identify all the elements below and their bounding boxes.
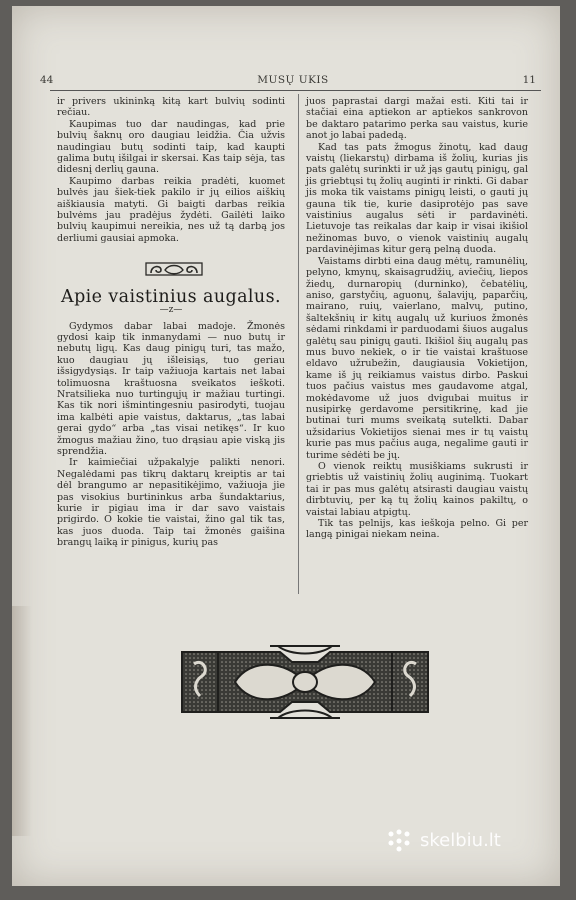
page-number-right: 11 [522,74,536,86]
running-header [40,74,546,88]
article-paragraph-7: Tik tas pelnijs, kas ieškoja pelno. Gi per langą pinigai niekam neina. [306,518,528,541]
article-paragraph-5: Vaistams dirbti eina daug mėtų, ramunėlių, pelyno, kmynų, skaisagrudžių, aviečių, liepos žiedų, durnaropių (durninko), čebatėlių, aniso, garstyčių, aguonų, šalavijų, paparčių, mairano, ruių, vaierlano, malvų, putino, šaltekšnių ir kitų augalų už kuriuos žmonės sėdami rinkdami ir parduodami šiuos augalus galėtų sau pinigų gauti. Ikišiol šių augalų pas mus buvo nekiek, o ir tie vaistai kraštuose eldavo užrubežin, daugiausia Vokietijon, kame iš jų reikiamus vaistus dirbo. Paskui tuos pačius vaistus mes gaudavome atgal, mokėdavome už juos dvigubai muitus ir nusipirkę gerdavome persitikrinę, kad jie butinai turi mums sveikatą sutelkti. Dabar užsidarius Vokietijos sienai mes ir tų vaistų kurie pas mus pačius auga, negalime gauti ir turime sėdėti be jų. [306,255,528,461]
article-paragraph-1: Gydymos dabar labai madoje. Žmonės gydosi kaip tik inmanydami — nuo butų ir nebutų ligų. Kas daug pinigų turi, tas mažo, kuo daugiau jų išleisiąs, tuo geriau išsigydysiąs. Ir taip važiuoja kartais net labai tolimuosna kraštuosna sveikatos ieškoti. Nratsilieka nuo turtingųjų ir mažiau turtingi. Kas tik nori išmintingesniu pasirodyti, tuojau ima kalbėti apie vaistus, daktarus, „tas labai gerai gydo“ arba „tas visai netikęs“. Ir kuo žmogus mažiau žino, tuo drąsiau apie viską jis sprendžia. [57,320,285,457]
article-paragraph-2: Ir kaimiečiai užpakalyje palikti nenori. Negalėdami pas tikrų daktarų kreiptis ar tai dėl brangumo ar nepasitikėjimo, važiuoja jie pas visokius burtininkus arba šundaktarius, kurie ir pigiau ima ir dar savo vaistais prigirdo. O kokie tie vaistai, žino gal tik tas, kas juos duoda. Taip tai žmonės gaišina brangų laiką ir pinigus, kurių pas [57,457,285,549]
page-number-left: 44 [40,74,54,86]
article-paragraph-3: juos paprastai dargi mažai esti. Kiti tai ir stačiai eina aptiekon ar aptiekos sankrovon be daktaro patarimo perka sau vaistus, kurie anot jo labai padedą. [306,96,528,142]
publication-title: MUSŲ UKIS [257,74,329,86]
prev-paragraph-2: Kaupimas tuo dar naudingas, kad prie bulvių šaknų oro daugiau leidžia. Čia užvis naudingiau butų sodinti taip, kad kaupti galima butų išilgai ir skersai. Kas taip sėja, tas didesnį derlių gauna. [57,118,285,176]
skelbiu-logo-icon [386,828,416,852]
column-rule [298,94,299,594]
prev-paragraph-3: Kaupimo darbas reikia pradėti, kuomet bulvės jau šiek-tiek pakilo ir jų eilios aiškių aiškiausia matyti. Gi baigti darbas reikia bulvėms jau pradėjus žydėti. Gailėti laiko bulvių kaupimui nereikia, nes už tą darbą jos derliumi gausiai apmoka. [57,175,285,244]
article-byline: —z— [159,305,183,316]
watermark-text: skelbiu.lt [420,829,501,851]
article-paragraph-6: O vienok reiktų musiškiams sukrusti ir griebtis už vaistinių žolių auginimą. Tuokart tai ir pas mus galėtų atsirasti daugiau vaistų dirbtuvių, per ką tų žolių kainos pakiltų, o vaistai labiau atpigtų. [306,461,528,518]
scroll-ornament-icon [145,261,203,277]
left-column [57,96,285,549]
knot-ornament-icon [180,640,430,725]
article-title: Apie vaistinius augalus. [61,286,281,307]
right-column [306,96,528,541]
watermark [386,828,501,852]
header-rule [50,90,541,91]
prev-paragraph-1: ir privers ukininką kitą kart bulvių sodinti rečiau. [57,96,285,119]
article-paragraph-4: Kad tas pats žmogus žinotų, kad daug vaistų (liekarstų) dirbama iš žolių, kurias jis pats galėtų surinkti ir už jąs gautų pinigų, gal jis griebtųsi tų žolių auginti ir rinkti. Gi dabar jis moka tik vaistams pinigų leisti, o gauti jų gauna tik tie, kurie dasiprotėjo pas save vaistinius augalus sėti ir pardavinėti. Lietuvoje tas reikalas dar kaip ir visai ikišiol nežinomas buvo, o vienok vaistinių augalų pardavinėjimas kitur gerą pelną duoda. [306,141,528,256]
